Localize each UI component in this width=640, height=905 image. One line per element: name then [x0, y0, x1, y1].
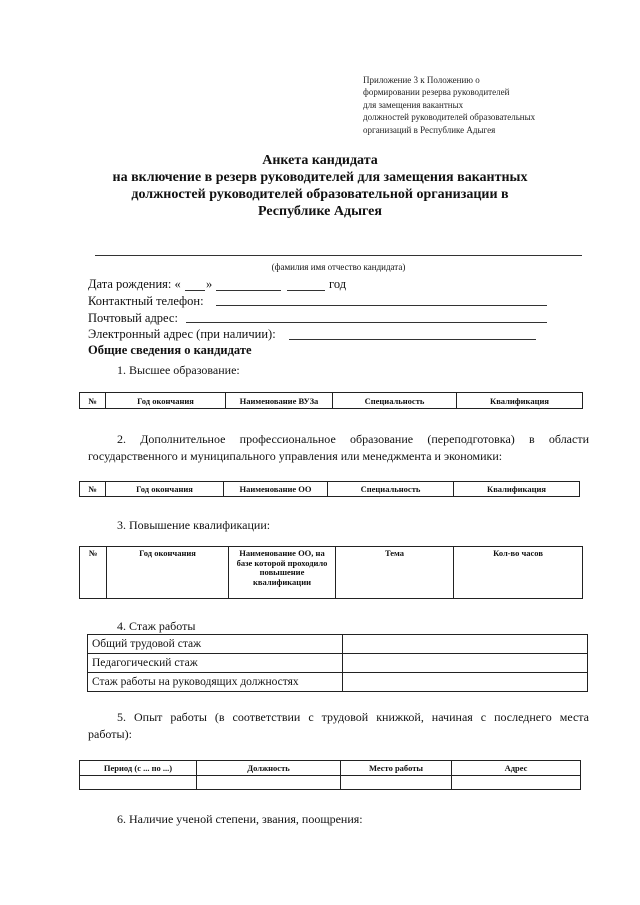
table-header-row — [80, 393, 583, 409]
col-header-specialty: Специальность — [328, 482, 454, 497]
birth-quote-close: » — [206, 277, 213, 291]
title-line: Анкета кандидата — [262, 153, 378, 168]
workplace-cell[interactable] — [341, 776, 452, 790]
col-header-university: Наименование ВУЗа — [226, 393, 333, 409]
position-cell[interactable] — [197, 776, 341, 790]
col-header-year: Год окончания — [106, 393, 226, 409]
appendix-line: организаций в Республике Адыгея — [363, 124, 496, 135]
work-experience-table — [87, 634, 588, 692]
col-header-topic: Тема — [336, 547, 454, 599]
appendix-line: Приложение 3 к Положению о — [363, 75, 480, 85]
qualification-upgrade-table — [79, 546, 583, 599]
table-row — [80, 776, 581, 790]
table-row — [88, 673, 588, 692]
table-header-row — [80, 761, 581, 776]
address-input-line[interactable] — [186, 322, 547, 323]
experience-label: Педагогический стаж — [88, 654, 343, 673]
col-header-year: Год окончания — [107, 547, 229, 599]
email-input-line[interactable] — [289, 339, 536, 340]
appendix-line: должностей руководителей образовательных — [363, 112, 536, 123]
section2-line1: 2. Дополнительное профессиональное образование (переподготовка) в области — [117, 432, 589, 446]
section5-line2: работы): — [88, 727, 132, 741]
table-row — [88, 654, 588, 673]
experience-value-cell[interactable] — [343, 654, 588, 673]
higher-education-table — [79, 392, 583, 409]
table-header-row — [80, 547, 583, 599]
col-header-organization: Наименование ОО, на базе которой проходило повышение квалификации — [229, 547, 336, 599]
section5-line1: 5. Опыт работы (в соответствии с трудовой книжкой, начиная с последнего места — [117, 710, 589, 724]
address-cell[interactable] — [452, 776, 581, 790]
col-header-position: Должность — [197, 761, 341, 776]
fio-input-line[interactable] — [95, 255, 582, 256]
birth-month-line[interactable] — [216, 290, 281, 291]
period-cell[interactable] — [80, 776, 197, 790]
col-header-organization: Наименование ОО — [224, 482, 328, 497]
experience-value-cell[interactable] — [343, 673, 588, 692]
col-header-number: № — [80, 482, 106, 497]
section3-label: 3. Повышение квалификации: — [117, 518, 271, 532]
fio-caption: (фамилия имя отчество кандидата) — [271, 262, 406, 272]
experience-value-cell[interactable] — [343, 635, 588, 654]
table-row — [88, 635, 588, 654]
col-header-address: Адрес — [452, 761, 581, 776]
appendix-line: формировании резерва руководителей — [363, 87, 510, 98]
section2-line2: государственного и муниципального управления или менеджмента и экономики: — [88, 449, 503, 463]
col-header-workplace: Место работы — [341, 761, 452, 776]
document-title — [60, 152, 580, 220]
additional-education-table — [79, 481, 580, 497]
phone-input-line[interactable] — [216, 305, 547, 306]
experience-label: Общий трудовой стаж — [88, 635, 343, 654]
address-label: Почтовый адрес: — [88, 311, 178, 325]
col-header-year: Год окончания — [106, 482, 224, 497]
col-header-period: Период (с ... по ...) — [80, 761, 197, 776]
table-header-row — [80, 482, 580, 497]
title-line: должностей руководителей образовательной организации в — [131, 187, 509, 202]
col-header-qualification: Квалификация — [457, 393, 583, 409]
col-header-hours: Кол-во часов — [454, 547, 583, 599]
experience-label: Стаж работы на руководящих должностях — [88, 673, 343, 692]
email-label: Электронный адрес (при наличии): — [88, 327, 276, 341]
work-history-table — [79, 760, 581, 790]
col-header-qualification: Квалификация — [454, 482, 580, 497]
title-line: на включение в резерв руководителей для замещения вакантных — [112, 170, 528, 185]
section4-label: 4. Стаж работы — [117, 619, 196, 633]
col-header-specialty: Специальность — [333, 393, 457, 409]
title-line: Республике Адыгея — [258, 204, 382, 219]
general-heading: Общие сведения о кандидате — [88, 343, 252, 357]
col-header-number: № — [80, 393, 106, 409]
section1-label: 1. Высшее образование: — [117, 363, 240, 377]
birth-day-line[interactable] — [185, 290, 205, 291]
col-header-number: № — [80, 547, 107, 599]
appendix-note — [363, 74, 613, 136]
appendix-line: для замещения вакантных — [363, 99, 464, 110]
section6-label: 6. Наличие ученой степени, звания, поощрения: — [117, 812, 363, 826]
birth-label: Дата рождения: « — [88, 277, 181, 291]
phone-label: Контактный телефон: — [88, 294, 204, 308]
birth-year-line[interactable] — [287, 290, 325, 291]
birth-year-label: год — [329, 277, 347, 291]
